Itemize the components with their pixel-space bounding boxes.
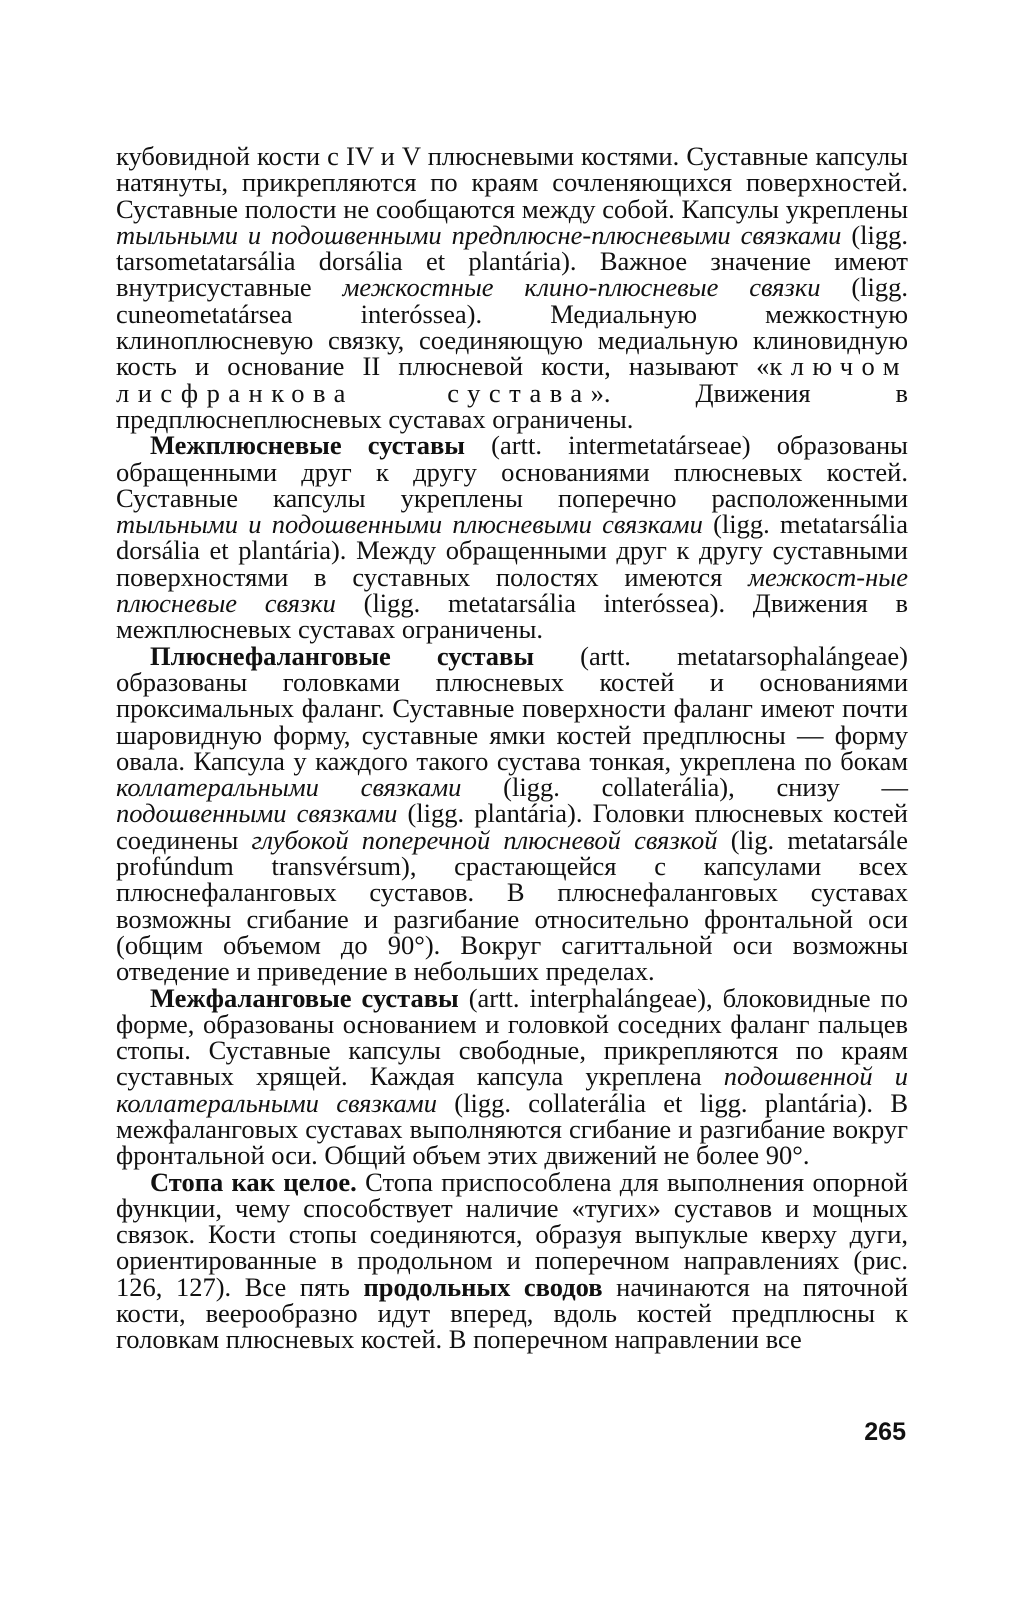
bold-term: продольных сводов <box>363 1271 603 1302</box>
italic-term: глубокой поперечной плюсневой связкой <box>251 824 718 855</box>
text-run: ». Движения в предплюснеплюсневых суставах ограничены. <box>116 377 908 434</box>
text-run: (ligg. metatarsália dorsália et plantária). Между обращенными друг к другу суставными поверхностями в суставных полостях имеются <box>116 509 909 592</box>
text-run: (ligg. plantária). Головки плюсневых костей соединены <box>116 798 908 855</box>
text-run: (artt. metatarsophalángeae) образованы головками плюсневых костей и основаниями проксимальных фаланг. Суставные поверхности фаланг имеют почти шаровидную форму, суставные ямки костей предплюсны — форму овала. Капсула у каждого такого сустава тонкая, укреплена по бокам <box>116 640 908 776</box>
bold-term: Межплюсневые суставы <box>150 430 465 461</box>
paragraph <box>116 430 909 645</box>
text-run: (ligg. collaterália), снизу — <box>461 772 909 803</box>
italic-term: подошвенной и коллатеральными связками <box>116 1061 908 1118</box>
text-run: кубовидной кости с IV и V плюсневыми костями. Суставные капсулы натянуты, прикрепляются по краям сочленяющихся поверхностей. Суставные полости не сообщаются между собой. Капсулы укреплены <box>116 141 908 224</box>
italic-term: межкостные клино-плюсневые связки <box>342 272 821 303</box>
italic-term: межкост-ные плюсневые связки <box>116 561 908 619</box>
italic-term: коллатеральными связками <box>116 772 462 803</box>
text-run: (artt. intermetatárseae) образованы обращенными друг к другу основаниями плюсневых костей. Суставные капсулы укреплены поперечно расположенными <box>116 430 908 513</box>
paragraph <box>116 640 909 987</box>
text-run: (ligg. collaterália et ligg. plantária). В межфаланговых суставах выполняются сгибание и разгибание вокруг фронтальной оси. Общий объем этих движений не более 90°. <box>116 1087 909 1171</box>
body-text <box>116 143 908 1353</box>
text-run: (ligg. tarsometatarsália dorsália et plantária). Важное значение имеют внутрисуставные <box>116 219 908 303</box>
bold-term: Плюснефаланговые суставы <box>150 640 535 671</box>
text-run: (ligg. cuneometatársea interóssea). Медиальную межкостную клиноплюсневую связку, соединяющую медиальную клиновидную кость и основание II плюсневой кости, называют « <box>116 272 908 382</box>
text-run: (artt. interphalángeae), блоковидные по форме, образованы основанием и головкой соседних фаланг пальцев стопы. Суставные капсулы свободные, прикрепляются по краям суставных хрящей. Каждая капсула укреплена <box>116 982 908 1092</box>
bold-term: Межфаланговые суставы <box>150 982 459 1013</box>
text-run: (lig. metatarsále profúndum transvérsum), срастающейся с капсулами всех плюснефаланговых суставов. В плюснефаланговых суставах возможны сгибание и разгибание относительно фронтальной оси (общим объемом до 90°). Вокруг сагиттальной оси возможны отведение и приведение в небольших пределах. <box>116 824 908 987</box>
italic-term: тыльными и подошвенными предплюсне-плюсневыми связками <box>116 219 842 250</box>
text-run: (ligg. metatarsália interóssea). Движения в межплюсневых суставах ограничены. <box>116 588 909 645</box>
paragraph <box>116 982 909 1171</box>
italic-term: тыльными и подошвенными плюсневыми связками <box>116 509 703 540</box>
spaced-term: ключом лисфранкова сустава <box>116 351 908 408</box>
paragraph <box>116 1166 908 1355</box>
paragraph <box>116 143 908 432</box>
text-run: Стопа приспособлена для выполнения опорной функции, чему способствует наличие «тугих» суставов и мощных связок. Кости стопы соединяются, образуя выпуклые кверху дуги, ориентированные в продольном и поперечном направлениях (рис. 126, 127). Все пять <box>116 1166 908 1302</box>
page-number: 265 <box>864 1418 906 1446</box>
italic-term: подошвенными связками <box>116 798 398 829</box>
bold-term: Стопа как целое. <box>150 1166 357 1197</box>
text-run: начинаются на пяточной кости, веерообразно идут вперед, вдоль костей предплюсны к головкам плюсневых костей. В поперечном направлении все <box>116 1271 908 1355</box>
